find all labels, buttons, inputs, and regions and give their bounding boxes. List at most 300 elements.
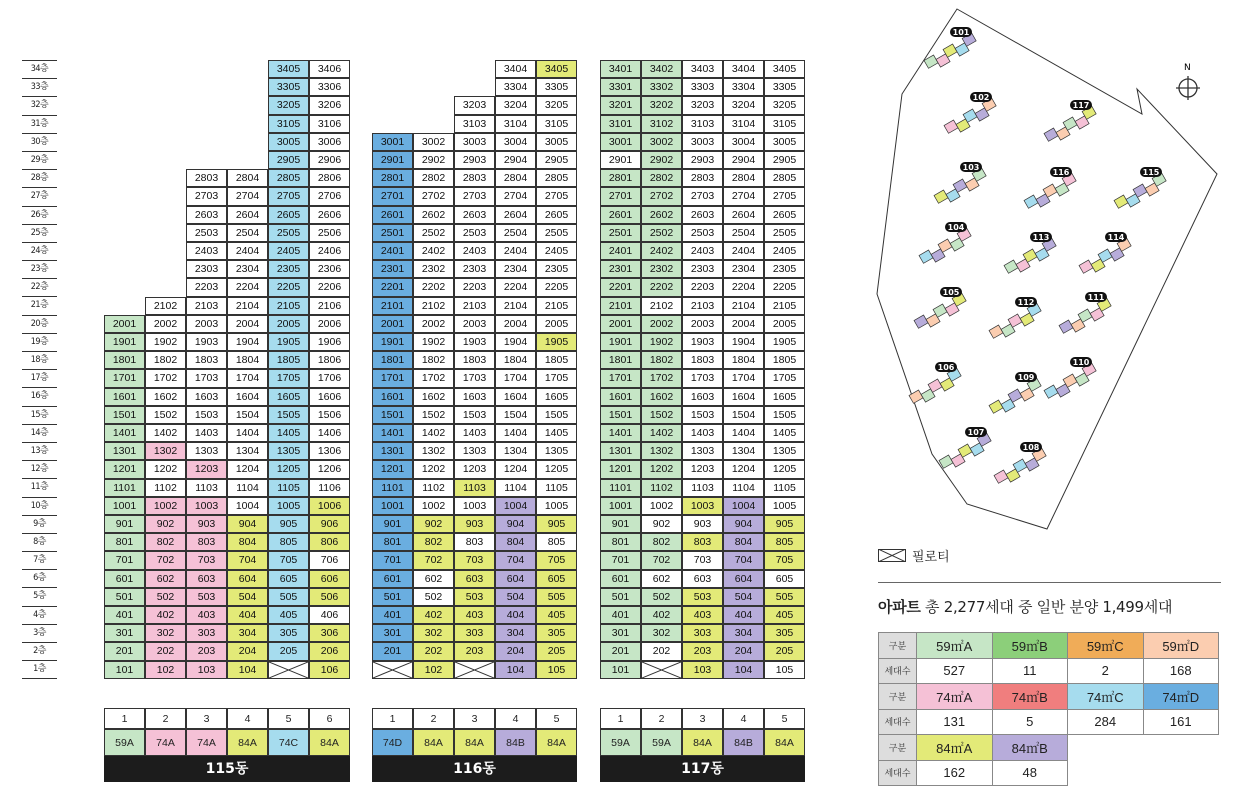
unit-cell: 2902	[413, 151, 454, 169]
unit-cell: 1905	[536, 333, 577, 351]
unit-cell: 3201	[600, 96, 641, 114]
unit-type: 74㎡C	[1068, 684, 1144, 710]
piloti-icon	[455, 662, 494, 678]
svg-text:106: 106	[937, 363, 955, 372]
unit-cell: 1404	[227, 424, 268, 442]
unit-cell: 3106	[309, 115, 350, 133]
unit-cell: 2703	[454, 187, 495, 205]
piloti-icon	[373, 662, 412, 678]
unit-cell: 404	[723, 606, 764, 624]
line-number: 5	[536, 708, 577, 729]
line-type: 84A	[227, 729, 268, 756]
unit-cell: 2002	[641, 315, 682, 333]
unit-cell: 2802	[413, 169, 454, 187]
unit-type: 84㎡A	[917, 735, 993, 761]
unit-cell: 1505	[536, 406, 577, 424]
unit-cell: 2903	[454, 151, 495, 169]
svg-text:111: 111	[1087, 293, 1105, 302]
unit-cell: 1105	[764, 479, 805, 497]
unit-cell: 3001	[600, 133, 641, 151]
unit-cell: 2202	[413, 278, 454, 296]
floor-label: 15층	[22, 407, 57, 425]
unit-cell: 1303	[682, 442, 723, 460]
unit-cell: 2603	[186, 206, 227, 224]
unit-cell: 1405	[536, 424, 577, 442]
unit-cell: 104	[495, 661, 536, 679]
floor-label: 32층	[22, 97, 57, 115]
unit-cell: 1205	[536, 460, 577, 478]
unit-cell: 2003	[682, 315, 723, 333]
unit-count: 527	[917, 658, 993, 684]
unit-cell: 2002	[145, 315, 186, 333]
unit-cell: 2403	[186, 242, 227, 260]
unit-cell: 2404	[723, 242, 764, 260]
unit-count: 11	[992, 658, 1068, 684]
unit-cell: 401	[600, 606, 641, 624]
unit-cell: 2403	[454, 242, 495, 260]
unit-cell: 102	[145, 661, 186, 679]
unit-cell: 2305	[268, 260, 309, 278]
unit-cell: 405	[764, 606, 805, 624]
unit-cell: 2503	[454, 224, 495, 242]
floor-label: 18층	[22, 352, 57, 370]
unit-cell: 306	[309, 624, 350, 642]
unit-cell: 2905	[764, 151, 805, 169]
unit-cell: 1902	[413, 333, 454, 351]
unit-cell: 3405	[536, 60, 577, 78]
unit-count: 48	[992, 760, 1068, 786]
unit-cell: 2001	[600, 315, 641, 333]
unit-cell: 1904	[495, 333, 536, 351]
floor-label: 26층	[22, 207, 57, 225]
unit-cell: 401	[372, 606, 413, 624]
unit-cell: 905	[268, 515, 309, 533]
unit-type: 74㎡B	[992, 684, 1068, 710]
unit-cell: 1801	[600, 351, 641, 369]
unit-cell: 2302	[413, 260, 454, 278]
unit-cell: 2605	[268, 206, 309, 224]
floor-label: 8층	[22, 534, 57, 552]
unit-cell: 104	[227, 661, 268, 679]
unit-cell: 203	[682, 642, 723, 660]
unit-cell: 1806	[309, 351, 350, 369]
floor-label: 1층	[22, 661, 57, 679]
unit-cell: 2204	[723, 278, 764, 296]
unit-cell: 602	[413, 570, 454, 588]
unit-cell: 503	[682, 588, 723, 606]
unit-cell: 3303	[682, 78, 723, 96]
unit-cell: 801	[372, 533, 413, 551]
line-number: 4	[495, 708, 536, 729]
unit-cell: 1405	[268, 424, 309, 442]
svg-text:110: 110	[1072, 358, 1090, 367]
floor-label: 6층	[22, 570, 57, 588]
unit-cell: 3002	[641, 133, 682, 151]
unit-cell: 505	[536, 588, 577, 606]
unit-cell: 304	[723, 624, 764, 642]
empty-cell	[1068, 760, 1144, 786]
line-number: 1	[104, 708, 145, 729]
unit-cell: 2905	[268, 151, 309, 169]
floor-label: 21층	[22, 297, 57, 315]
unit-cell: 805	[268, 533, 309, 551]
floor-label: 22층	[22, 279, 57, 297]
unit-cell: 2605	[536, 206, 577, 224]
unit-cell: 2801	[600, 169, 641, 187]
unit-cell: 1903	[682, 333, 723, 351]
empty-cell	[1143, 760, 1219, 786]
unit-cell: 2402	[413, 242, 454, 260]
unit-cell: 1202	[413, 460, 454, 478]
unit-cell: 3004	[723, 133, 764, 151]
unit-cell: 1004	[227, 497, 268, 515]
unit-cell: 2203	[682, 278, 723, 296]
unit-cell: 502	[413, 588, 454, 606]
unit-cell: 901	[104, 515, 145, 533]
unit-cell: 403	[682, 606, 723, 624]
unit-cell: 604	[723, 570, 764, 588]
line-number: 1	[372, 708, 413, 729]
unit-cell: 2203	[454, 278, 495, 296]
unit-cell: 2803	[454, 169, 495, 187]
unit-cell: 2602	[413, 206, 454, 224]
unit-cell: 803	[682, 533, 723, 551]
unit-cell: 1603	[682, 388, 723, 406]
unit-cell: 303	[682, 624, 723, 642]
unit-cell: 2405	[268, 242, 309, 260]
unit-cell: 2405	[536, 242, 577, 260]
unit-cell: 801	[600, 533, 641, 551]
unit-cell: 802	[145, 533, 186, 551]
unit-cell: 502	[145, 588, 186, 606]
unit-cell: 2503	[682, 224, 723, 242]
unit-cell: 1104	[723, 479, 764, 497]
piloti-label: 필로티	[912, 550, 950, 565]
unit-cell: 3401	[600, 60, 641, 78]
unit-cell: 2102	[145, 297, 186, 315]
unit-cell: 1002	[413, 497, 454, 515]
unit-cell: 3104	[495, 115, 536, 133]
unit-cell: 1902	[641, 333, 682, 351]
line-type: 84A	[309, 729, 350, 756]
unit-cell: 1002	[145, 497, 186, 515]
unit-cell: 601	[104, 570, 145, 588]
floor-label: 7층	[22, 552, 57, 570]
floor-label: 29층	[22, 152, 57, 170]
site-block-label	[1030, 232, 1052, 242]
unit-cell: 1905	[268, 333, 309, 351]
unit-cell: 2802	[641, 169, 682, 187]
unit-cell: 1701	[104, 369, 145, 387]
unit-cell: 705	[764, 551, 805, 569]
unit-cell: 2901	[372, 151, 413, 169]
unit-count: 131	[917, 709, 993, 735]
unit-cell: 403	[454, 606, 495, 624]
unit-cell: 602	[641, 570, 682, 588]
unit-cell: 1105	[536, 479, 577, 497]
unit-cell: 2705	[764, 187, 805, 205]
unit-cell: 1004	[723, 497, 764, 515]
line-type: 59A	[641, 729, 682, 756]
unit-cell: 1201	[104, 460, 145, 478]
unit-cell: 1205	[764, 460, 805, 478]
line-type: 74A	[145, 729, 186, 756]
unit-cell: 205	[764, 642, 805, 660]
unit-cell: 1403	[682, 424, 723, 442]
unit-cell: 1505	[764, 406, 805, 424]
unit-cell: 504	[227, 588, 268, 606]
unit-cell: 1301	[372, 442, 413, 460]
unit-cell: 2001	[104, 315, 145, 333]
unit-cell: 3003	[682, 133, 723, 151]
line-type: 84A	[536, 729, 577, 756]
unit-cell: 702	[641, 551, 682, 569]
unit-cell: 202	[145, 642, 186, 660]
unit-cell: 1401	[104, 424, 145, 442]
floor-label: 16층	[22, 388, 57, 406]
north-label: N	[1184, 63, 1191, 73]
unit-count: 284	[1068, 709, 1144, 735]
unit-cell: 2705	[536, 187, 577, 205]
unit-cell: 1102	[413, 479, 454, 497]
unit-cell: 1305	[268, 442, 309, 460]
unit-cell: 2605	[764, 206, 805, 224]
site-block-label	[935, 362, 957, 372]
unit-cell: 701	[372, 551, 413, 569]
unit-cell: 705	[536, 551, 577, 569]
floor-label: 10층	[22, 498, 57, 516]
unit-cell: 2902	[641, 151, 682, 169]
line-type: 84A	[454, 729, 495, 756]
unit-cell: 304	[227, 624, 268, 642]
site-block-label	[1105, 232, 1127, 242]
unit-cell: 201	[104, 642, 145, 660]
unit-cell: 2601	[600, 206, 641, 224]
svg-text:103: 103	[962, 163, 980, 172]
unit-cell: 1601	[104, 388, 145, 406]
unit-cell: 2204	[227, 278, 268, 296]
piloti-icon	[878, 549, 906, 562]
unit-cell: 1704	[227, 369, 268, 387]
unit-cell: 1605	[536, 388, 577, 406]
unit-cell: 804	[495, 533, 536, 551]
unit-cell: 3305	[764, 78, 805, 96]
unit-cell: 2303	[682, 260, 723, 278]
unit-cell: 2905	[536, 151, 577, 169]
unit-cell: 1304	[723, 442, 764, 460]
unit-cell: 1601	[372, 388, 413, 406]
divider	[878, 582, 1221, 583]
line-number: 4	[723, 708, 764, 729]
unit-cell: 1105	[268, 479, 309, 497]
unit-cell: 2204	[495, 278, 536, 296]
unit-cell: 1104	[495, 479, 536, 497]
unit-cell: 1102	[145, 479, 186, 497]
table-count-label: 세대수	[879, 760, 917, 786]
unit-cell: 403	[186, 606, 227, 624]
unit-cell: 3105	[536, 115, 577, 133]
building-name: 117동	[600, 756, 805, 782]
unit-cell: 1202	[641, 460, 682, 478]
svg-text:107: 107	[967, 428, 985, 437]
unit-cell: 1504	[495, 406, 536, 424]
unit-cell: 305	[764, 624, 805, 642]
unit-cell: 1705	[268, 369, 309, 387]
unit-cell: 1906	[309, 333, 350, 351]
unit-cell: 2104	[495, 297, 536, 315]
unit-cell: 3005	[536, 133, 577, 151]
unit-cell: 2704	[723, 187, 764, 205]
unit-cell: 902	[413, 515, 454, 533]
line-type: 74C	[268, 729, 309, 756]
unit-cell: 1804	[723, 351, 764, 369]
unit-cell: 204	[723, 642, 764, 660]
unit-cell: 2704	[227, 187, 268, 205]
unit-cell: 1605	[764, 388, 805, 406]
unit-cell: 1101	[600, 479, 641, 497]
unit-type-table	[878, 632, 1219, 786]
unit-cell: 1203	[682, 460, 723, 478]
table-header-label: 구분	[879, 684, 917, 710]
unit-cell: 1801	[372, 351, 413, 369]
unit-cell: 1706	[309, 369, 350, 387]
site-block-label	[1050, 167, 1072, 177]
unit-cell: 802	[641, 533, 682, 551]
unit-cell: 1804	[495, 351, 536, 369]
line-number: 2	[641, 708, 682, 729]
unit-cell: 2105	[536, 297, 577, 315]
unit-cell: 1503	[454, 406, 495, 424]
unit-cell: 704	[227, 551, 268, 569]
unit-cell: 1604	[495, 388, 536, 406]
unit-cell: 302	[145, 624, 186, 642]
unit-cell: 2601	[372, 206, 413, 224]
unit-cell: 2301	[372, 260, 413, 278]
unit-cell: 704	[495, 551, 536, 569]
unit-cell: 2104	[723, 297, 764, 315]
svg-text:104: 104	[947, 223, 965, 232]
unit-cell: 2505	[268, 224, 309, 242]
line-type: 84B	[495, 729, 536, 756]
unit-cell: 1402	[145, 424, 186, 442]
line-number: 5	[268, 708, 309, 729]
unit-cell: 305	[536, 624, 577, 642]
unit-cell: 2503	[186, 224, 227, 242]
unit-cell: 2102	[413, 297, 454, 315]
unit-cell: 1901	[372, 333, 413, 351]
piloti-icon	[269, 662, 308, 678]
unit-cell: 1404	[723, 424, 764, 442]
unit-cell: 1802	[145, 351, 186, 369]
unit-cell: 3103	[682, 115, 723, 133]
line-number: 3	[682, 708, 723, 729]
unit-cell: 1403	[186, 424, 227, 442]
unit-cell: 3001	[372, 133, 413, 151]
unit-cell: 1805	[764, 351, 805, 369]
unit-cell: 1702	[145, 369, 186, 387]
unit-cell: 3403	[682, 60, 723, 78]
unit-cell: 1702	[413, 369, 454, 387]
unit-cell: 2006	[309, 315, 350, 333]
unit-cell: 1902	[145, 333, 186, 351]
unit-cell: 3002	[413, 133, 454, 151]
unit-cell: 2205	[536, 278, 577, 296]
unit-cell: 2702	[641, 187, 682, 205]
unit-cell: 1504	[723, 406, 764, 424]
unit-cell: 702	[413, 551, 454, 569]
unit-cell: 1005	[536, 497, 577, 515]
unit-cell: 1502	[641, 406, 682, 424]
unit-cell: 1106	[309, 479, 350, 497]
unit-cell: 3101	[600, 115, 641, 133]
unit-cell: 1602	[641, 388, 682, 406]
unit-cell: 902	[641, 515, 682, 533]
unit-cell: 2404	[227, 242, 268, 260]
unit-cell: 2505	[764, 224, 805, 242]
unit-cell: 102	[413, 661, 454, 679]
unit-cell: 2602	[641, 206, 682, 224]
unit-cell: 2004	[723, 315, 764, 333]
unit-cell: 2604	[723, 206, 764, 224]
unit-cell: 701	[104, 551, 145, 569]
unit-cell: 501	[600, 588, 641, 606]
unit-cell: 3305	[268, 78, 309, 96]
unit-cell: 3102	[641, 115, 682, 133]
line-type: 84A	[682, 729, 723, 756]
line-number: 5	[764, 708, 805, 729]
line-type: 59A	[600, 729, 641, 756]
unit-count: 168	[1143, 658, 1219, 684]
unit-cell: 1901	[104, 333, 145, 351]
unit-cell: 903	[454, 515, 495, 533]
unit-cell: 1503	[682, 406, 723, 424]
table-count-label: 세대수	[879, 658, 917, 684]
unit-cell: 1405	[764, 424, 805, 442]
unit-cell: 205	[268, 642, 309, 660]
unit-cell: 2304	[495, 260, 536, 278]
unit-cell: 1301	[104, 442, 145, 460]
unit-cell: 2805	[536, 169, 577, 187]
unit-cell: 2703	[682, 187, 723, 205]
unit-cell: 2501	[372, 224, 413, 242]
floor-label: 24층	[22, 243, 57, 261]
unit-cell: 3405	[764, 60, 805, 78]
site-block-label	[945, 222, 967, 232]
unit-cell: 3103	[454, 115, 495, 133]
unit-cell: 1703	[454, 369, 495, 387]
unit-cell: 2906	[309, 151, 350, 169]
unit-cell: 1703	[682, 369, 723, 387]
unit-cell: 2102	[641, 297, 682, 315]
unit-cell: 1404	[495, 424, 536, 442]
unit-cell: 1004	[495, 497, 536, 515]
unit-cell: 303	[186, 624, 227, 642]
unit-cell: 1301	[600, 442, 641, 460]
unit-cell: 1204	[723, 460, 764, 478]
unit-cell: 802	[413, 533, 454, 551]
unit-cell: 602	[145, 570, 186, 588]
unit-cell: 501	[372, 588, 413, 606]
unit-cell: 806	[309, 533, 350, 551]
unit-count: 5	[992, 709, 1068, 735]
floor-label: 12층	[22, 461, 57, 479]
unit-cell: 1103	[682, 479, 723, 497]
unit-cell: 203	[454, 642, 495, 660]
unit-cell: 202	[641, 642, 682, 660]
north-arrow-icon	[1176, 63, 1200, 100]
unit-cell: 1701	[372, 369, 413, 387]
unit-cell: 406	[309, 606, 350, 624]
